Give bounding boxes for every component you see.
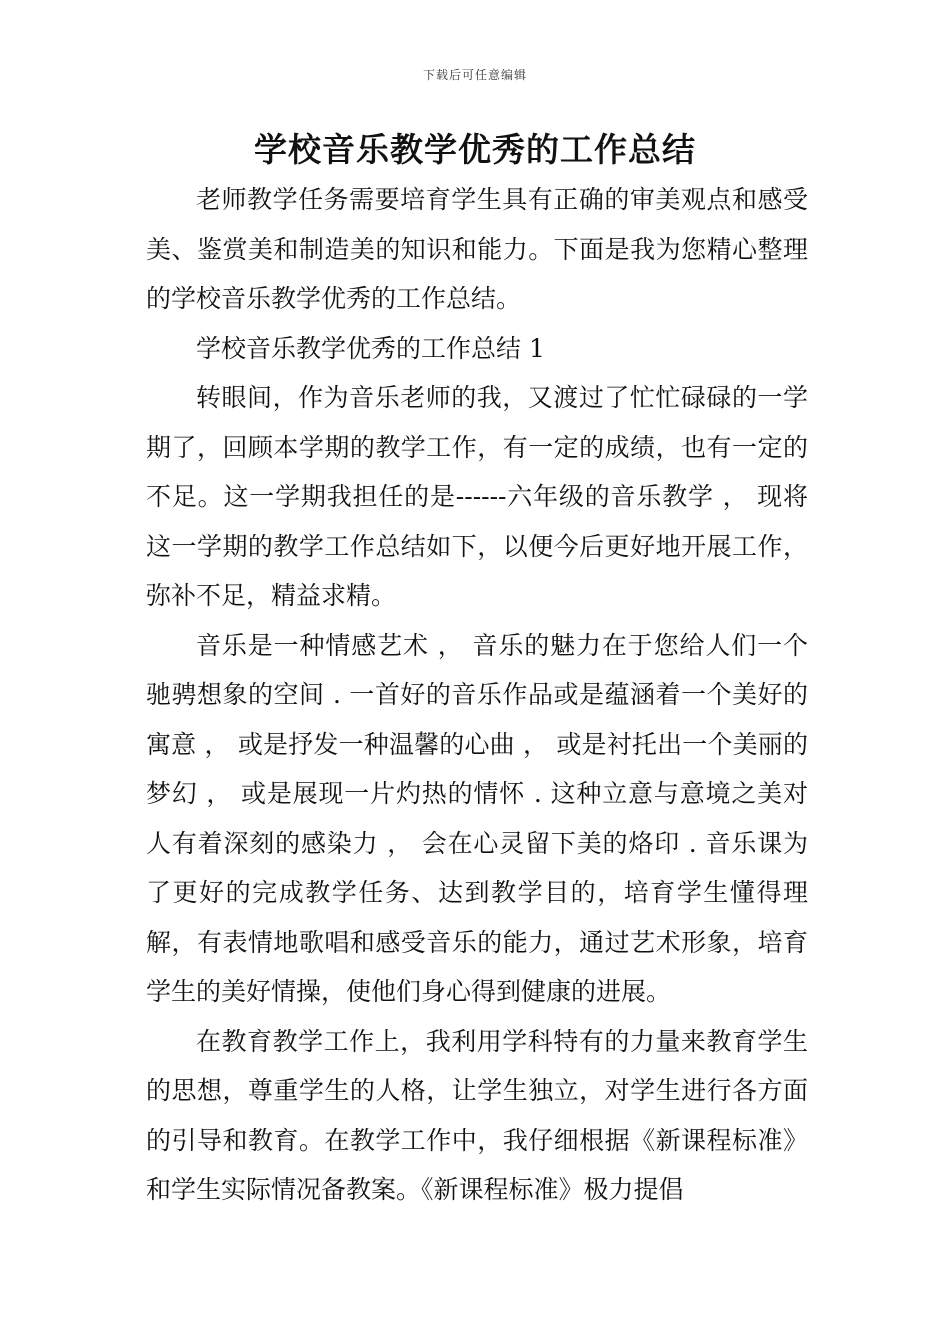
paragraph-2: 音乐是一种情感艺术 ， 音乐的魅力在于您给人们一个驰骋想象的空间 . 一首好的音乐作品或是蕴涵着一个美好的寓意 ， 或是抒发一种温馨的心曲 ， 或是衬托出一个美丽的梦幻 ， 或是展现一片灼热的情怀 . 这种立意与意境之美对人有着深刻的感染力 ， 会在心灵留下美的烙印 . 音乐课为了更好的完成教学任务、达到教学目的，培育学生懂得理解，有表情地歌唱和感受音乐的能力，通过艺术形象，培育学生的美好情操，使他们身心得到健康的进展。	[146, 630, 808, 1006]
section-heading-1: 学校音乐教学优秀的工作总结 1	[196, 333, 545, 363]
document-body	[146, 175, 808, 1215]
paragraph-intro: 老师教学任务需要培育学生具有正确的审美观点和感受美、鉴赏美和制造美的知识和能力。下面是我为您精心整理的学校音乐教学优秀的工作总结。	[146, 185, 808, 313]
paragraph-1: 转眼间，作为音乐老师的我，又渡过了忙忙碌碌的一学期了，回顾本学期的教学工作，有一定的成绩，也有一定的不足。这一学期我担任的是------六年级的音乐教学 ， 现将这一学期的教学工作总结如下，以便今后更好地开展工作，弥补不足，精益求精。	[146, 383, 808, 610]
header-note: 下载后可任意编辑	[422, 68, 527, 82]
paragraph-3: 在教育教学工作上，我利用学科特有的力量来教育学生的思想，尊重学生的人格，让学生独立，对学生进行各方面的引导和教育。在教学工作中，我仔细根据《新课程标准》和学生实际情况备教案。《新课程标准》极力提倡	[146, 1026, 808, 1204]
document-title: 学校音乐教学优秀的工作总结	[254, 130, 696, 169]
